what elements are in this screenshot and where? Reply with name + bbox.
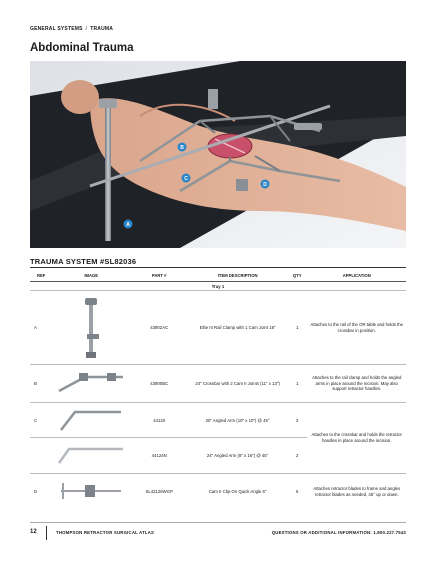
header-image: IMAGE	[52, 270, 130, 282]
table-header-row	[30, 270, 406, 282]
row-application: Attaches to the rail clamp and holds the angled arms in place around the incision. May also support retractor handles.	[307, 365, 406, 403]
row-qty: 6	[287, 474, 308, 510]
footer-atlas-title: THOMPSON RETRACTOR SURGICAL ATLAS	[56, 530, 155, 535]
table-row	[30, 365, 406, 403]
breadcrumb-subsection[interactable]: TRAUMA	[90, 26, 114, 32]
row-description: Cam II Clip-On Quick Angle 6"	[188, 474, 287, 510]
breadcrumb-section[interactable]: GENERAL SYSTEMS	[30, 26, 83, 32]
row-ref: A	[30, 291, 52, 365]
row-ref	[30, 438, 52, 474]
callout-b-label: B	[180, 145, 184, 151]
angled-arm-long-image	[52, 438, 130, 474]
system-title: TRAUMA SYSTEM #SL82036	[30, 257, 137, 266]
table-row	[30, 403, 406, 438]
row-qty: 2	[287, 403, 308, 438]
table-row	[30, 474, 406, 510]
row-description: 24" Angled Arm (8" x 16") @ 45°	[188, 438, 287, 474]
divider	[30, 267, 406, 268]
page-title: Abdominal Trauma	[30, 42, 134, 54]
callout-c-label: C	[184, 176, 188, 182]
breadcrumb-separator: /	[85, 26, 88, 32]
row-ref: D	[30, 474, 52, 510]
row-qty: 1	[287, 365, 308, 403]
row-part: 43902AC	[130, 291, 188, 365]
row-part: 44124N	[130, 438, 188, 474]
callout-a-label: A	[126, 222, 130, 228]
row-application: Attaches to the rail of the OR table and holds the crossbar in position.	[307, 291, 406, 365]
row-part: SL42126WGP	[130, 474, 188, 510]
angled-arm-image	[52, 403, 130, 438]
row-application: Attaches to the crossbar and holds the retractor handles in place around the incision.	[307, 403, 406, 474]
footer-divider	[30, 522, 406, 523]
callout-d-label: D	[263, 182, 267, 188]
row-qty: 1	[287, 291, 308, 365]
header-application: APPLICATION	[307, 270, 406, 282]
row-description: 24" Crossbar with 2 Cam II Joints (11" x 13")	[188, 365, 287, 403]
surgical-setup-illustration	[30, 61, 406, 248]
row-ref: B	[30, 365, 52, 403]
page-number: 12	[30, 529, 37, 535]
tray-label: Tray 1	[30, 282, 406, 291]
header-qty: QTY	[287, 270, 308, 282]
header-ref: REF	[30, 270, 52, 282]
rail-clamp-image	[52, 291, 130, 365]
breadcrumb	[30, 26, 113, 32]
header-part: PART #	[130, 270, 188, 282]
row-description: 20" Angled Arm (10" x 10") @ 45°	[188, 403, 287, 438]
row-description: Elite III Rail Clamp with 1 Cam Joint 18"	[188, 291, 287, 365]
crossbar-image	[52, 365, 130, 403]
table-row	[30, 291, 406, 365]
header-description: ITEM DESCRIPTION	[188, 270, 287, 282]
footer-contact: QUESTIONS OR ADDITIONAL INFORMATION: 1.800.227.7543	[271, 530, 406, 535]
row-ref: C	[30, 403, 52, 438]
tray-row	[30, 282, 406, 291]
parts-table	[30, 270, 406, 510]
clip-on-image	[52, 474, 130, 510]
row-part: 43900BC	[130, 365, 188, 403]
row-application: Attaches retractor blades to frame and angles retractor blades as needed, 45° up or down.	[307, 474, 406, 510]
row-part: 44120	[130, 403, 188, 438]
row-qty: 2	[287, 438, 308, 474]
footer-separator	[46, 526, 47, 540]
